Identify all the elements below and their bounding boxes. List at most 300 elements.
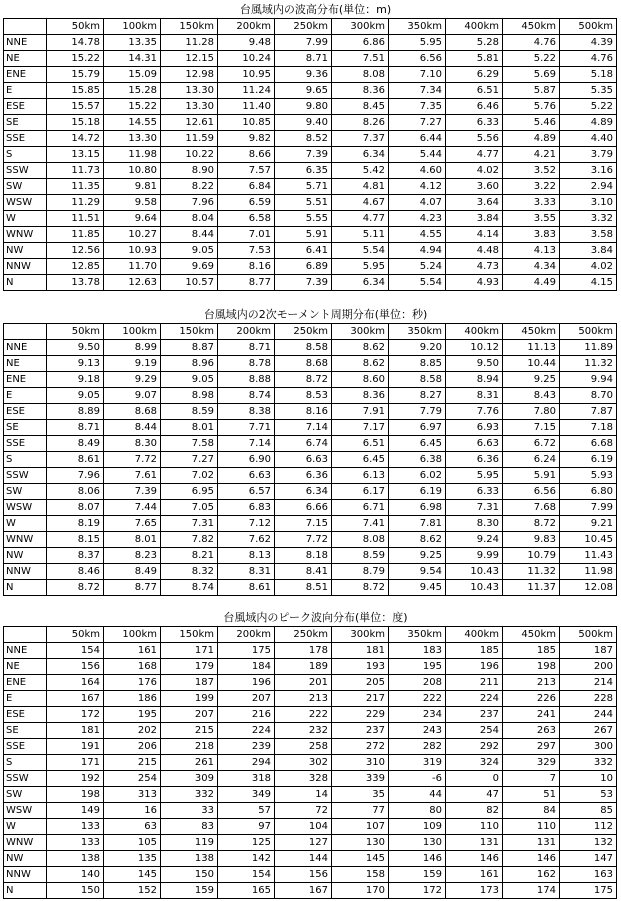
value-cell: 8.36 [332,388,389,404]
value-cell: 8.98 [161,388,218,404]
value-cell: 183 [389,643,446,659]
value-cell: 234 [389,707,446,723]
value-cell: 8.37 [47,548,104,564]
value-cell: 8.43 [503,388,560,404]
value-cell: 216 [218,707,275,723]
value-cell: 6.74 [275,436,332,452]
value-cell: 4.02 [446,163,503,179]
value-cell: 7.76 [446,404,503,420]
value-cell: 208 [389,675,446,691]
direction-label: ENE [4,675,47,691]
value-cell: 8.62 [332,356,389,372]
value-cell: 224 [218,723,275,739]
table-row [4,356,617,372]
value-cell: 7.96 [47,468,104,484]
value-cell: 5.24 [389,259,446,275]
direction-label: SW [4,179,47,195]
value-cell: 4.39 [560,35,617,51]
value-cell: 138 [161,851,218,867]
value-cell: 172 [389,883,446,899]
value-cell: 8.30 [104,436,161,452]
value-cell: 179 [161,659,218,675]
value-cell: 7.51 [332,51,389,67]
value-cell: 9.05 [161,243,218,259]
direction-label: SW [4,484,47,500]
corner-cell [4,324,47,340]
value-cell: 13.15 [47,147,104,163]
value-cell: 313 [104,787,161,803]
value-cell: 10.95 [218,67,275,83]
table-row [4,643,617,659]
table-row [4,675,617,691]
value-cell: 14.55 [104,115,161,131]
direction-label: WNW [4,532,47,548]
value-cell: 7.02 [161,468,218,484]
direction-label: ESE [4,707,47,723]
value-cell: 7.05 [161,500,218,516]
value-cell: 9.58 [104,195,161,211]
value-cell: 6.34 [275,484,332,500]
value-cell: 8.49 [104,564,161,580]
value-cell: 7.27 [161,452,218,468]
table-row [4,83,617,99]
value-cell: 267 [560,723,617,739]
table-row [4,275,617,291]
value-cell: 309 [161,771,218,787]
wave-direction-title: 台風域内のピーク波向分布(単位：度) [223,611,408,624]
value-cell: 156 [47,659,104,675]
value-cell: 202 [104,723,161,739]
value-cell: 7.15 [275,516,332,532]
value-cell: 8.44 [161,227,218,243]
direction-label: NNE [4,643,47,659]
table-row [4,500,617,516]
value-cell: 146 [446,851,503,867]
value-cell: 8.26 [332,115,389,131]
value-cell: 5.44 [389,147,446,163]
value-cell: 167 [47,691,104,707]
column-header: 100km [104,324,161,340]
value-cell: 132 [560,835,617,851]
value-cell: 6.51 [332,436,389,452]
value-cell: 10.85 [218,115,275,131]
value-cell: 8.16 [275,404,332,420]
value-cell: 15.28 [104,83,161,99]
value-cell: 3.79 [560,147,617,163]
value-cell: 9.50 [446,356,503,372]
value-cell: 6.24 [503,452,560,468]
value-cell: 6.95 [161,484,218,500]
value-cell: 3.10 [560,195,617,211]
value-cell: 174 [503,883,560,899]
value-cell: 5.91 [503,468,560,484]
value-cell: 51 [503,787,560,803]
value-cell: 5.93 [560,468,617,484]
value-cell: 146 [503,851,560,867]
value-cell: 12.98 [161,67,218,83]
column-header: 200km [218,627,275,643]
value-cell: 154 [47,643,104,659]
value-cell: 15.79 [47,67,104,83]
value-cell: 8.51 [275,580,332,596]
column-header: 350km [389,324,446,340]
value-cell: 10.24 [218,51,275,67]
value-cell: 3.84 [446,211,503,227]
value-cell: 10.80 [104,163,161,179]
header-row [4,627,617,643]
value-cell: 10.43 [446,564,503,580]
value-cell: 8.31 [446,388,503,404]
value-cell: 15.57 [47,99,104,115]
value-cell: 15.09 [104,67,161,83]
column-header: 250km [275,627,332,643]
value-cell: 3.84 [560,243,617,259]
value-cell: 11.37 [503,580,560,596]
column-header: 450km [503,324,560,340]
value-cell: 226 [503,691,560,707]
value-cell: 97 [218,819,275,835]
value-cell: 4.23 [389,211,446,227]
value-cell: 6.38 [389,452,446,468]
value-cell: 3.64 [446,195,503,211]
value-cell: 53 [560,787,617,803]
column-header: 250km [275,324,332,340]
value-cell: 8.62 [389,532,446,548]
direction-label: ENE [4,67,47,83]
wave-direction-section [3,610,616,899]
table-row [4,115,617,131]
value-cell: 147 [560,851,617,867]
value-cell: 196 [446,659,503,675]
value-cell: 110 [446,819,503,835]
value-cell: 163 [560,867,617,883]
value-cell: 218 [161,739,218,755]
direction-label: SE [4,115,47,131]
value-cell: 12.56 [47,243,104,259]
value-cell: 8.87 [161,340,218,356]
value-cell: 135 [104,851,161,867]
table-row [4,340,617,356]
direction-label: N [4,275,47,291]
value-cell: 8.78 [218,356,275,372]
value-cell: 8.16 [218,259,275,275]
value-cell: 6.35 [275,163,332,179]
value-cell: 8.88 [218,372,275,388]
value-cell: 3.58 [560,227,617,243]
value-cell: 5.28 [446,35,503,51]
table-row [4,131,617,147]
value-cell: 8.70 [560,388,617,404]
direction-label: SW [4,787,47,803]
corner-cell [4,627,47,643]
value-cell: 9.80 [275,99,332,115]
value-cell: 172 [47,707,104,723]
value-cell: 7.82 [161,532,218,548]
value-cell: 0 [446,771,503,787]
wave-period-section [3,307,616,596]
column-header: 350km [389,19,446,35]
value-cell: 7.62 [218,532,275,548]
value-cell: 6.13 [332,468,389,484]
value-cell: 198 [47,787,104,803]
value-cell: 300 [560,739,617,755]
value-cell: 258 [275,739,332,755]
direction-label: NNW [4,259,47,275]
value-cell: 159 [389,867,446,883]
table-row [4,771,617,787]
value-cell: 7.17 [332,420,389,436]
value-cell: 178 [275,643,332,659]
value-cell: 181 [47,723,104,739]
wave-period-table [3,323,617,596]
value-cell: 8.59 [332,548,389,564]
value-cell: 6.45 [332,452,389,468]
column-header: 200km [218,324,275,340]
value-cell: 185 [503,643,560,659]
value-cell: 6.19 [389,484,446,500]
value-cell: 173 [446,883,503,899]
value-cell: 297 [503,739,560,755]
value-cell: 11.35 [47,179,104,195]
value-cell: 222 [275,707,332,723]
value-cell: 7.14 [275,420,332,436]
value-cell: 9.13 [47,356,104,372]
value-cell: 294 [218,755,275,771]
column-header: 400km [446,324,503,340]
value-cell: 162 [503,867,560,883]
value-cell: 10.79 [503,548,560,564]
value-cell: 6.89 [275,259,332,275]
table-row [4,388,617,404]
table-row [4,851,617,867]
value-cell: 8.99 [104,340,161,356]
value-cell: 145 [104,867,161,883]
value-cell: 3.22 [503,179,560,195]
value-cell: 3.52 [503,163,560,179]
value-cell: 131 [503,835,560,851]
value-cell: 187 [560,643,617,659]
value-cell: 8.85 [389,356,446,372]
value-cell: 7.34 [389,83,446,99]
value-cell: 10.43 [446,580,503,596]
value-cell: 4.93 [446,275,503,291]
value-cell: 145 [332,851,389,867]
value-cell: 6.66 [275,500,332,516]
value-cell: 9.18 [47,372,104,388]
value-cell: 215 [104,755,161,771]
value-cell: 7.57 [218,163,275,179]
value-cell: 83 [161,819,218,835]
value-cell: 5.91 [275,227,332,243]
value-cell: 8.21 [161,548,218,564]
value-cell: 3.55 [503,211,560,227]
value-cell: 15.22 [104,99,161,115]
column-header: 150km [161,19,218,35]
value-cell: 175 [218,643,275,659]
table-row [4,835,617,851]
table-row [4,484,617,500]
value-cell: 4.48 [446,243,503,259]
direction-label: WSW [4,803,47,819]
value-cell: 11.51 [47,211,104,227]
value-cell: 196 [218,675,275,691]
value-cell: 9.19 [104,356,161,372]
value-cell: 8.41 [275,564,332,580]
value-cell: 6.17 [332,484,389,500]
value-cell: 5.22 [503,51,560,67]
column-header: 300km [332,627,389,643]
value-cell: 8.72 [47,580,104,596]
value-cell: 5.35 [560,83,617,99]
value-cell: 254 [104,771,161,787]
value-cell: 324 [446,755,503,771]
table-row [4,516,617,532]
direction-label: NNE [4,340,47,356]
value-cell: 131 [446,835,503,851]
value-cell: 7.71 [218,420,275,436]
value-cell: 5.22 [560,99,617,115]
value-cell: 127 [275,835,332,851]
value-cell: 189 [275,659,332,675]
value-cell: 47 [446,787,503,803]
value-cell: 7.53 [218,243,275,259]
value-cell: 332 [161,787,218,803]
table-row [4,420,617,436]
value-cell: 5.55 [275,211,332,227]
value-cell: 7.44 [104,500,161,516]
wave-height-section [3,2,616,291]
column-header: 450km [503,19,560,35]
value-cell: 11.32 [503,564,560,580]
value-cell: 191 [47,739,104,755]
column-header: 400km [446,19,503,35]
value-cell: 11.40 [218,99,275,115]
direction-label: ESE [4,99,47,115]
value-cell: 7.99 [560,500,617,516]
value-cell: 16 [104,803,161,819]
value-cell: 8.59 [161,404,218,420]
value-cell: 8.94 [446,372,503,388]
value-cell: 9.83 [503,532,560,548]
value-cell: 8.08 [332,67,389,83]
value-cell: 110 [503,819,560,835]
value-cell: 211 [446,675,503,691]
value-cell: 13.35 [104,35,161,51]
value-cell: 206 [104,739,161,755]
direction-label: S [4,755,47,771]
value-cell: 14.78 [47,35,104,51]
value-cell: 3.60 [446,179,503,195]
value-cell: 5.56 [446,131,503,147]
value-cell: 272 [332,739,389,755]
value-cell: 6.29 [446,67,503,83]
value-cell: 152 [104,883,161,899]
value-cell: 8.77 [218,275,275,291]
column-header: 250km [275,19,332,35]
value-cell: 6.46 [446,99,503,115]
value-cell: 85 [560,803,617,819]
value-cell: 140 [47,867,104,883]
value-cell: 11.13 [503,340,560,356]
value-cell: 243 [389,723,446,739]
value-cell: 6.83 [218,500,275,516]
value-cell: 2.94 [560,179,617,195]
value-cell: 8.06 [47,484,104,500]
value-cell: 207 [161,707,218,723]
value-cell: 185 [446,643,503,659]
value-cell: 244 [560,707,617,723]
table-row [4,883,617,899]
value-cell: 6.72 [503,436,560,452]
value-cell: 6.56 [389,51,446,67]
value-cell: 8.58 [275,340,332,356]
value-cell: 8.72 [332,580,389,596]
value-cell: 7.72 [275,532,332,548]
value-cell: 7.15 [503,420,560,436]
value-cell: 4.02 [560,259,617,275]
value-cell: 15.22 [47,51,104,67]
table-row [4,452,617,468]
value-cell: 4.55 [389,227,446,243]
table-row [4,707,617,723]
value-cell: 7.31 [161,516,218,532]
direction-label: SSE [4,739,47,755]
table-row [4,867,617,883]
column-header: 50km [47,627,104,643]
value-cell: 6.97 [389,420,446,436]
value-cell: 6.63 [275,452,332,468]
value-cell: 4.21 [503,147,560,163]
value-cell: 6.34 [332,147,389,163]
value-cell: 5.81 [446,51,503,67]
value-cell: 9.65 [275,83,332,99]
value-cell: 4.40 [560,131,617,147]
value-cell: 8.72 [503,516,560,532]
value-cell: 7.99 [275,35,332,51]
value-cell: 6.58 [218,211,275,227]
value-cell: 7.14 [218,436,275,452]
value-cell: 11.43 [560,548,617,564]
value-cell: 4.77 [332,211,389,227]
direction-label: NW [4,851,47,867]
value-cell: 6.45 [389,436,446,452]
value-cell: 7.79 [389,404,446,420]
value-cell: 8.31 [218,564,275,580]
direction-label: NE [4,356,47,372]
value-cell: 109 [389,819,446,835]
column-header: 400km [446,627,503,643]
direction-label: E [4,83,47,99]
table-row [4,404,617,420]
value-cell: 4.89 [560,115,617,131]
value-cell: 8.58 [389,372,446,388]
value-cell: 5.11 [332,227,389,243]
value-cell: 4.14 [446,227,503,243]
direction-label: SSE [4,436,47,452]
value-cell: 7.31 [446,500,503,516]
value-cell: 8.23 [104,548,161,564]
value-cell: 7.91 [332,404,389,420]
value-cell: -6 [389,771,446,787]
table-row [4,819,617,835]
direction-label: W [4,819,47,835]
value-cell: 7.81 [389,516,446,532]
value-cell: 9.45 [389,580,446,596]
value-cell: 8.44 [104,420,161,436]
value-cell: 5.42 [332,163,389,179]
direction-label: SE [4,723,47,739]
value-cell: 11.85 [47,227,104,243]
